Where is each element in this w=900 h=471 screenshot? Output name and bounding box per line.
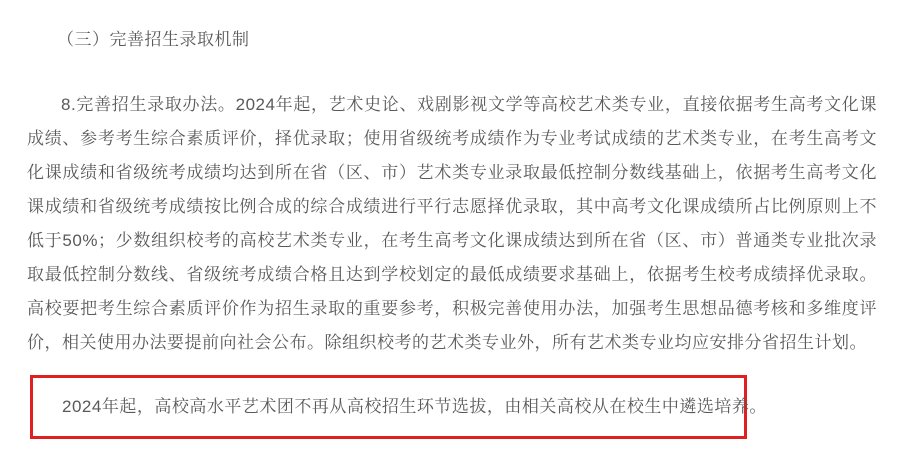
highlighted-sentence: 2024年起，高校高水平艺术团不再从高校招生环节选拔，由相关高校从在校生中遴选培养。 <box>62 397 767 416</box>
document-page <box>0 23 900 471</box>
section-heading: （三）完善招生录取机制 <box>57 30 250 49</box>
policy-paragraph: 8.完善招生录取办法。2024年起，艺术史论、戏剧影视文学等高校艺术类专业，直接依据考生高考文化课成绩、参考考生综合素质评价，择优录取；使用省级统考成绩作为专业考试成绩的艺术类专业，在考生高考文化课成绩和省级统考成绩均达到所在省（区、市）艺术类专业录取最低控制分数线基础上，依据考生高考文化课成绩和省级统考成绩按比例合成的综合成绩进行平行志愿择优录取，其中高考文化课成绩所占比例原则上不低于50%；少数组织校考的高校艺术类专业，在考生高考文化课成绩达到所在省（区、市）普通类专业批次录取最低控制分数线、省级统考成绩合格且达到学校划定的最低成绩要求基础上，依据考生校考成绩择优录取。高校要把考生综合素质评价作为招生录取的重要参考，积极完善使用办法，加强考生思想品德考核和多维度评价，相关使用办法要提前向社会公布。除组织校考的艺术类专业外，所有艺术类专业均应安排分省招生计划。 <box>27 95 877 352</box>
red-highlight-box <box>30 375 767 439</box>
